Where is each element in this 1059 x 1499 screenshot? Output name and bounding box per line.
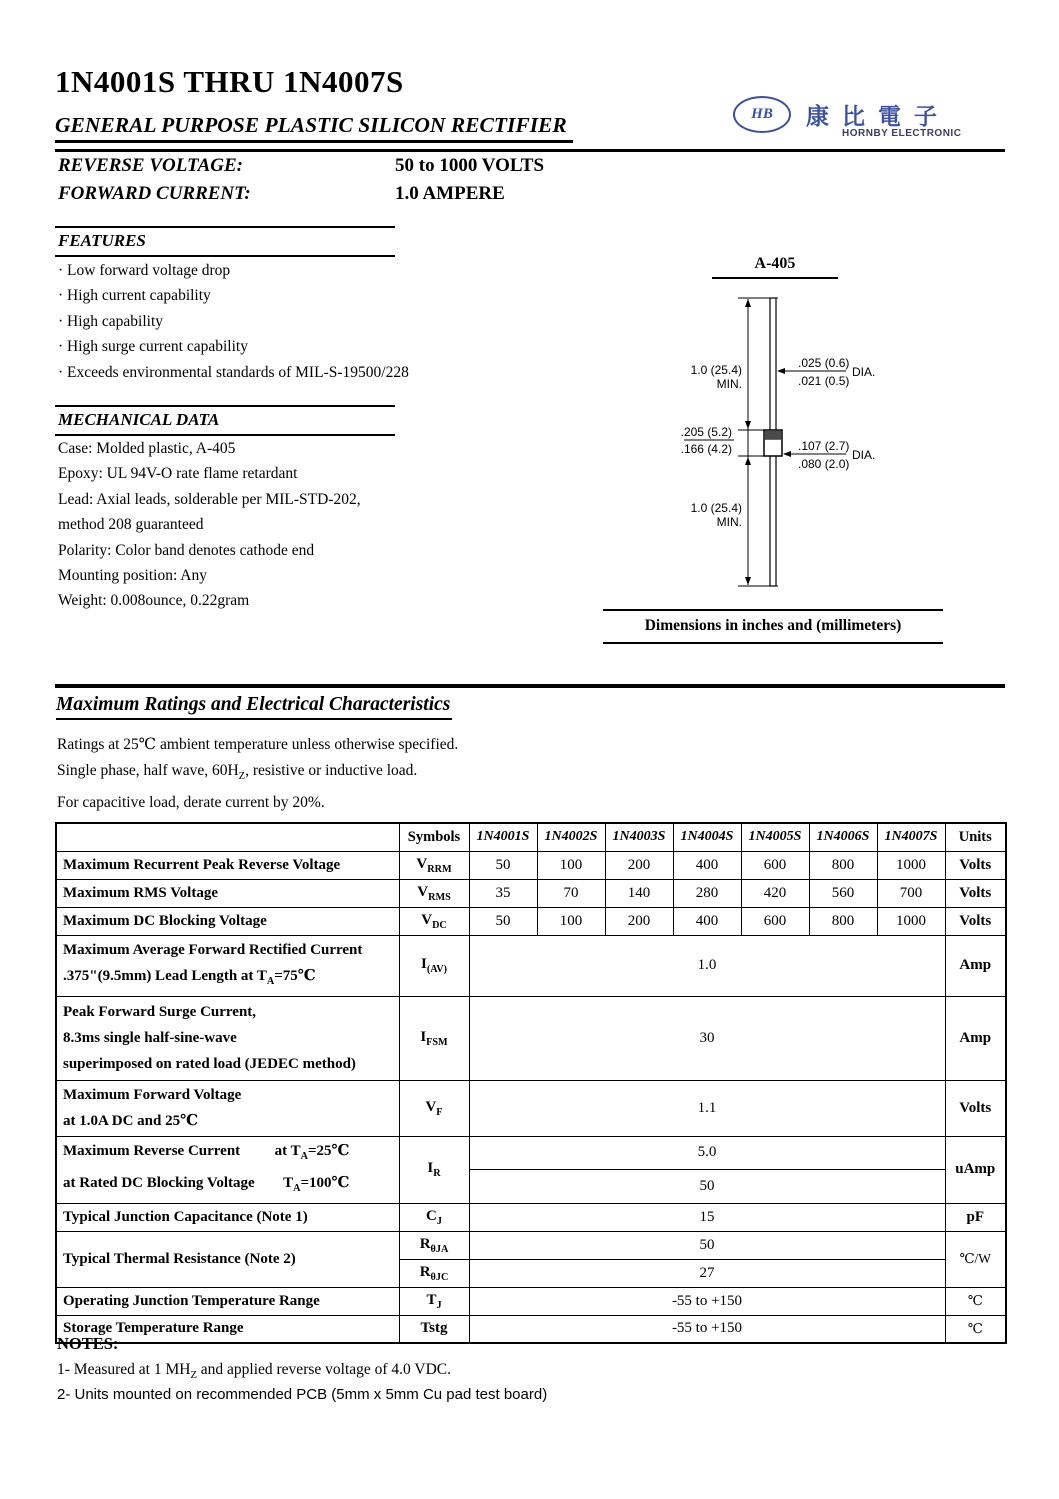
symbol-cell: $C_J$ [399,1203,469,1231]
value-cell: 1000 [877,907,945,935]
condition-line: For capacitive load, derate current by 20%. [57,793,325,811]
symbol-cell: $V_F$ [399,1080,469,1136]
value-cell: 700 [877,879,945,907]
param-line [63,1170,395,1202]
dim-lead-bot: 1.0 (25.4) [690,501,742,515]
param-label [56,1080,399,1136]
features-list [58,258,409,385]
value-cell: 600 [741,851,809,879]
dim-body-len-bot: .166 (4.2) [680,442,732,456]
value-cell: 400 [673,907,741,935]
symbols-header: Symbols [399,823,469,851]
symbol-cell: $T_J$ [399,1287,469,1315]
param-label: Maximum DC Blocking Voltage [56,907,399,935]
symbol-cell: $I_{(AV)}$ [399,935,469,996]
unit-cell: ℃ [945,1287,1006,1315]
table-row [56,1287,1006,1315]
param-label: Maximum Recurrent Peak Reverse Voltage [56,851,399,879]
mechanical-item: Lead: Axial leads, solderable per MIL-STD-202, [58,490,361,508]
table-row [56,1080,1006,1136]
forward-current-value: 1.0 AMPERE [395,183,505,204]
table-row [56,851,1006,879]
param-line [63,1138,395,1170]
value-cell: 35 [469,879,537,907]
device-header: 1N4002S [537,823,605,851]
param-label: Typical Junction Capacitance (Note 1) [56,1203,399,1231]
device-header: 1N4006S [809,823,877,851]
param-line: .375"(9.5mm) Lead Length at $T_A=75℃$ [63,967,316,987]
unit-cell: Amp [945,935,1006,996]
table-corner-cell [56,823,399,851]
table-row [56,879,1006,907]
dimensions-caption: Dimensions in inches and (millimeters) [603,609,943,644]
value-cell: -55 to +150 [469,1315,945,1343]
unit-cell: Volts [945,879,1006,907]
param-line: 8.3ms single half-sine-wave [63,1030,237,1046]
value-cell: 560 [809,879,877,907]
header-divider [55,149,1005,152]
notes-heading: NOTES: [57,1334,119,1353]
value-cell: 1000 [877,851,945,879]
symbol-cell: $I_R$ [399,1136,469,1203]
value-cell: 50 [469,1231,945,1259]
value-cell: 140 [605,879,673,907]
unit-cell: Volts [945,907,1006,935]
param-label: Typical Thermal Resistance (Note 2) [56,1231,399,1287]
value-cell: 50 [469,1170,945,1204]
device-header: 1N4007S [877,823,945,851]
features-heading: FEATURES [55,226,395,257]
page-subtitle: GENERAL PURPOSE PLASTIC SILICON RECTIFIER [55,113,573,143]
table-row [56,1315,1006,1343]
value-cell: 15 [469,1203,945,1231]
mechanical-item: Polarity: Color band denotes cathode end [58,541,315,559]
table-row [56,996,1006,1080]
unit-cell: ℃ [945,1315,1006,1343]
param-label: Operating Junction Temperature Range [56,1287,399,1315]
value-cell: -55 to +150 [469,1287,945,1315]
param-line: Maximum Forward Voltage [63,1087,242,1103]
mechanical-item: Weight: 0.008ounce, 0.22gram [58,592,250,610]
value-cell: 420 [741,879,809,907]
value-cell: 200 [605,907,673,935]
value-cell: 27 [469,1259,945,1287]
table-row [56,1231,1006,1259]
ratings-heading: Maximum Ratings and Electrical Characteristics [56,694,452,720]
value-cell: 5.0 [469,1136,945,1170]
table-row [56,935,1006,996]
value-cell: 30 [469,996,945,1080]
note-2: 2- Units mounted on recommended PCB (5mm x 5mm Cu pad test board) [57,1386,548,1403]
feature-item: · High capability [58,312,164,330]
company-name-chinese: 康比電子 [806,104,950,129]
dim-lead-dia-bot: .021 (0.5) [798,374,850,388]
company-name: HORNBY ELECTRONIC [842,128,962,139]
value-cell: 400 [673,851,741,879]
param-condition: $T_A=100℃$ [283,1174,350,1194]
symbol-cell: $I_{FSM}$ [399,996,469,1080]
cathode-band [765,431,781,440]
unit-cell: uAmp [945,1136,1006,1203]
dim-lead-top-min: MIN. [716,377,742,391]
dim-body-dia-top: .107 (2.7) [798,439,850,453]
table-header-row [56,823,1006,851]
section-divider [55,684,1005,688]
mechanical-heading: MECHANICAL DATA [55,405,395,436]
value-cell: 70 [537,879,605,907]
symbol-cell: Tstg [399,1315,469,1343]
param-condition: at $T_A=25℃$ [274,1142,350,1162]
unit-cell: Volts [945,1080,1006,1136]
value-cell: 800 [809,907,877,935]
ratings-conditions [57,732,458,815]
value-cell: 100 [537,907,605,935]
param-text: Maximum Reverse Current [63,1142,241,1159]
dim-lead-bot-min: MIN. [716,515,742,529]
param-line: Maximum Average Forward Rectified Current [63,941,363,958]
table-row [56,1203,1006,1231]
param-label: Maximum RMS Voltage [56,879,399,907]
dim-lead-top: 1.0 (25.4) [690,363,742,377]
param-line: superimposed on rated load (JEDEC method) [63,1056,356,1072]
note-1: 1- Measured at 1 $MH_Z$ and applied reverse voltage of 4.0 VDC. [57,1361,451,1382]
value-cell: 50 [469,907,537,935]
value-cell: 1.1 [469,1080,945,1136]
feature-item: · Exceeds environmental standards of MIL-S-19500/228 [58,363,409,381]
device-header: 1N4005S [741,823,809,851]
feature-item: · Low forward voltage drop [58,262,231,279]
feature-item: · High current capability [58,287,211,305]
reverse-voltage-value: 50 to 1000 VOLTS [395,155,545,176]
symbol-cell: $V_{DC}$ [399,907,469,935]
package-diagram [600,283,1000,613]
condition-line: Single phase, half wave, $60H_Z$, resistive or inductive load. [57,761,418,782]
device-header: 1N4004S [673,823,741,851]
page-title: 1N4001S THRU 1N4007S [55,64,404,99]
value-cell: 50 [469,851,537,879]
mechanical-item: Epoxy: UL 94V-O rate flame retardant [58,465,298,483]
reverse-voltage-label: REVERSE VOLTAGE: [58,155,243,176]
ratings-table [55,822,1007,1344]
param-label [56,1136,399,1203]
symbol-cell: $V_{RRM}$ [399,851,469,879]
dim-lead-dia-top: .025 (0.6) [798,356,850,370]
symbol-cell: $R_{\theta JA}$ [399,1231,469,1259]
condition-line: Ratings at 25℃ ambient temperature unless otherwise specified. [57,736,459,753]
device-header: 1N4003S [605,823,673,851]
mechanical-list [58,436,361,614]
param-label [56,996,399,1080]
param-label: Storage Temperature Range [56,1315,399,1343]
package-name: A-405 [712,255,838,279]
table-row [56,907,1006,935]
feature-item: · High surge current capability [58,338,248,356]
value-cell: 1.0 [469,935,945,996]
param-text: at Rated DC Blocking Voltage [63,1174,255,1191]
param-line: at 1.0A DC and 25℃ [63,1113,199,1129]
forward-current-label: FORWARD CURRENT: [58,183,251,204]
dim-body-len-top: .205 (5.2) [680,425,732,439]
dim-body-dia-unit: DIA. [852,448,876,462]
value-cell: 800 [809,851,877,879]
unit-cell: Amp [945,996,1006,1080]
unit-cell: Volts [945,851,1006,879]
value-cell: 100 [537,851,605,879]
symbol-cell: $V_{RMS}$ [399,879,469,907]
value-cell: 280 [673,879,741,907]
unit-cell: ℃/W [945,1231,1006,1287]
mechanical-item: method 208 guaranteed [58,516,204,534]
value-cell: 200 [605,851,673,879]
param-label [56,935,399,996]
param-line: Peak Forward Surge Current, [63,1004,257,1020]
mechanical-item: Case: Molded plastic, A-405 [58,440,236,457]
company-logo-icon [733,96,791,133]
mechanical-item: Mounting position: Any [58,567,207,585]
symbol-cell: $R_{\theta JC}$ [399,1259,469,1287]
table-row [56,1136,1006,1170]
dim-body-dia-bot: .080 (2.0) [798,457,850,471]
logo-monogram: HB [751,106,773,122]
dim-lead-dia-unit: DIA. [852,365,876,379]
device-header: 1N4001S [469,823,537,851]
value-cell: 600 [741,907,809,935]
units-header: Units [945,823,1006,851]
unit-cell: pF [945,1203,1006,1231]
